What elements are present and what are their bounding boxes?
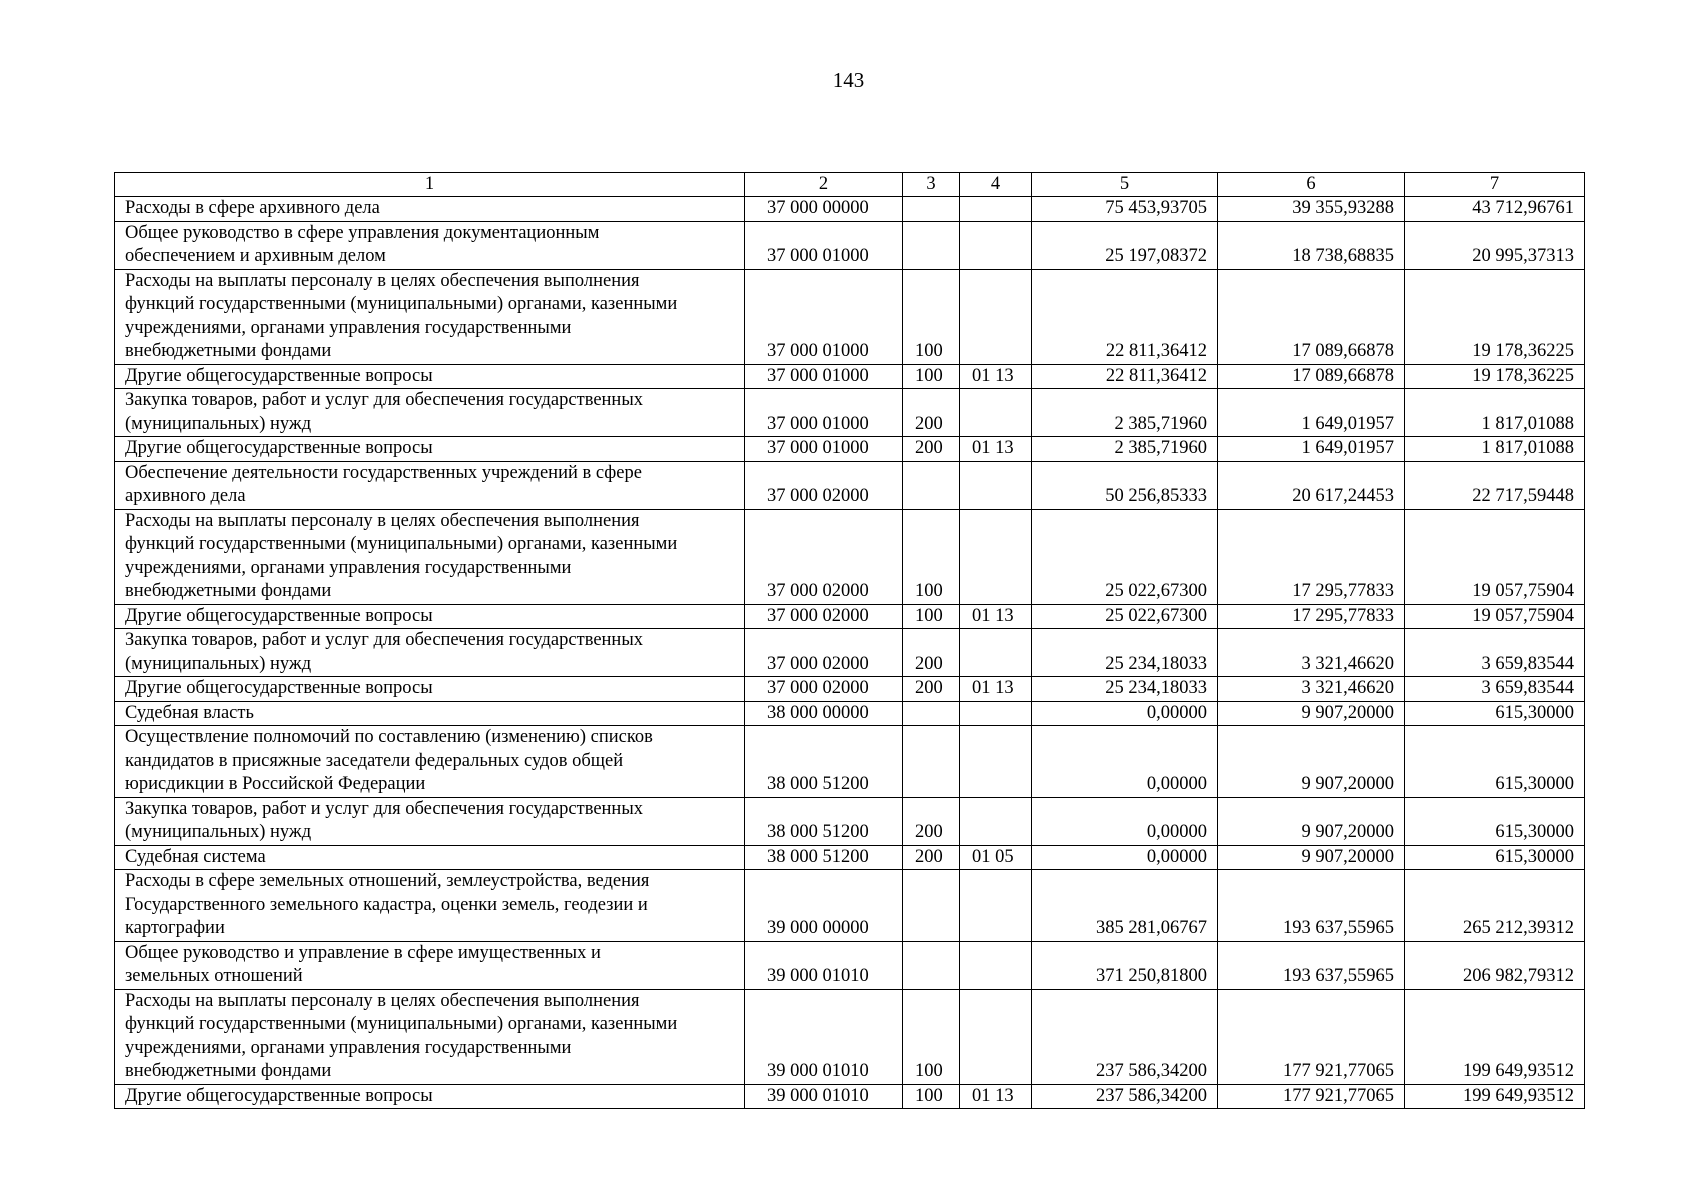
section-cell (960, 197, 1032, 222)
name-line: (муниципальных) нужд (125, 653, 312, 674)
code-cell: 37 000 00000 (745, 197, 903, 222)
table-row (115, 509, 1585, 604)
amount-cell-6: 1 649,01957 (1218, 389, 1405, 437)
expense-type-cell (903, 461, 960, 509)
code-cell: 37 000 02000 (745, 604, 903, 629)
section-cell (960, 797, 1032, 845)
page-number: 143 (832, 68, 865, 92)
amount-cell-7: 1 817,01088 (1405, 389, 1585, 437)
table-row (115, 701, 1585, 726)
header-cell-4: 4 (960, 173, 1032, 197)
amount-cell-6: 9 907,20000 (1218, 726, 1405, 798)
amount-cell-5: 75 453,93705 (1032, 197, 1218, 222)
amount-cell-5: 2 385,71960 (1032, 437, 1218, 462)
name-cell (115, 726, 745, 798)
header-cell-5: 5 (1032, 173, 1218, 197)
amount-cell-5: 237 586,34200 (1032, 989, 1218, 1084)
name-line: внебюджетными фондами (125, 1061, 332, 1081)
expense-type-cell: 200 (903, 797, 960, 845)
section-cell (960, 701, 1032, 726)
table-row (115, 797, 1585, 845)
amount-cell-7: 19 057,75904 (1405, 509, 1585, 604)
amount-cell-7: 265 212,39312 (1405, 870, 1585, 942)
amount-cell-7: 1 817,01088 (1405, 437, 1585, 462)
expense-type-cell: 200 (903, 845, 960, 870)
name-line: Другие общегосударственные вопросы (125, 678, 433, 698)
name-cell (115, 941, 745, 989)
code-cell: 37 000 02000 (745, 461, 903, 509)
amount-cell-5: 25 022,67300 (1032, 604, 1218, 629)
amount-cell-7: 615,30000 (1405, 797, 1585, 845)
code-cell: 39 000 01010 (745, 1084, 903, 1109)
name-cell (115, 797, 745, 845)
amount-cell-5: 25 234,18033 (1032, 629, 1218, 677)
amount-cell-7: 20 995,37313 (1405, 221, 1585, 269)
amount-cell-7: 199 649,93512 (1405, 989, 1585, 1084)
name-line: Общее руководство в сфере управления документационным (125, 222, 600, 243)
name-line: функций государственными (муниципальными) органами, казенными (125, 1014, 678, 1034)
code-cell: 37 000 02000 (745, 629, 903, 677)
table-row (115, 629, 1585, 677)
amount-cell-7: 19 178,36225 (1405, 269, 1585, 364)
table-row (115, 726, 1585, 798)
name-line: учреждениями, органами управления государственными (125, 557, 572, 578)
amount-cell-7: 43 712,96761 (1405, 197, 1585, 222)
header-cell-7: 7 (1405, 173, 1585, 197)
name-line: кандидатов в присяжные заседатели федеральных судов общей (125, 750, 624, 771)
name-cell (115, 461, 745, 509)
table-row (115, 197, 1585, 222)
section-cell (960, 726, 1032, 798)
amount-cell-6: 20 617,24453 (1218, 461, 1405, 509)
name-line: Судебная система (125, 846, 266, 867)
amount-cell-6: 17 089,66878 (1218, 364, 1405, 389)
expense-type-cell: 100 (903, 509, 960, 604)
name-line: земельных отношений (125, 966, 303, 986)
name-cell (115, 629, 745, 677)
code-cell: 37 000 02000 (745, 509, 903, 604)
amount-cell-5: 0,00000 (1032, 726, 1218, 798)
name-line: (муниципальных) нужд (125, 822, 312, 842)
table-row (115, 870, 1585, 942)
expense-type-cell: 100 (903, 604, 960, 629)
amount-cell-6: 193 637,55965 (1218, 870, 1405, 942)
name-line: обеспечением и архивным делом (125, 246, 386, 266)
name-cell (115, 509, 745, 604)
amount-cell-7: 615,30000 (1405, 726, 1585, 798)
name-line: Другие общегосударственные вопросы (125, 365, 433, 386)
code-cell: 37 000 01000 (745, 437, 903, 462)
code-cell: 38 000 00000 (745, 701, 903, 726)
amount-cell-5: 385 281,06767 (1032, 870, 1218, 942)
code-cell: 37 000 01000 (745, 364, 903, 389)
amount-cell-5: 25 197,08372 (1032, 221, 1218, 269)
name-line: функций государственными (муниципальными) органами, казенными (125, 294, 678, 314)
name-cell (115, 364, 745, 389)
amount-cell-5: 0,00000 (1032, 845, 1218, 870)
name-line: внебюджетными фондами (125, 581, 332, 601)
expense-type-cell: 200 (903, 389, 960, 437)
table-row (115, 989, 1585, 1084)
name-cell (115, 221, 745, 269)
code-cell: 37 000 02000 (745, 677, 903, 702)
section-cell (960, 629, 1032, 677)
amount-cell-6: 1 649,01957 (1218, 437, 1405, 462)
budget-table (114, 172, 1585, 1109)
name-line: юрисдикции в Российской Федерации (125, 774, 426, 794)
name-cell (115, 1084, 745, 1109)
table-row (115, 269, 1585, 364)
expense-type-cell: 200 (903, 629, 960, 677)
expense-type-cell: 100 (903, 364, 960, 389)
amount-cell-6: 9 907,20000 (1218, 797, 1405, 845)
name-line: Расходы на выплаты персоналу в целях обеспечения выполнения (125, 510, 640, 531)
name-line: Закупка товаров, работ и услуг для обеспечения государственных (125, 390, 644, 410)
amount-cell-5: 25 022,67300 (1032, 509, 1218, 604)
name-line: Другие общегосударственные вопросы (125, 438, 433, 458)
name-cell (115, 389, 745, 437)
name-line: Судебная власть (125, 702, 254, 723)
header-cell-3: 3 (903, 173, 960, 197)
name-line: Закупка товаров, работ и услуг для обеспечения государственных (125, 798, 644, 819)
amount-cell-5: 25 234,18033 (1032, 677, 1218, 702)
table-row (115, 437, 1585, 462)
amount-cell-7: 19 178,36225 (1405, 364, 1585, 389)
amount-cell-5: 0,00000 (1032, 701, 1218, 726)
code-cell: 39 000 00000 (745, 870, 903, 942)
name-line: архивного дела (125, 486, 246, 506)
name-line: Расходы в сфере земельных отношений, землеустройства, ведения (125, 871, 650, 891)
code-cell: 38 000 51200 (745, 726, 903, 798)
name-cell (115, 197, 745, 222)
section-cell: 01 13 (960, 604, 1032, 629)
table-header-row (115, 173, 1585, 197)
amount-cell-6: 3 321,46620 (1218, 677, 1405, 702)
header-cell-6: 6 (1218, 173, 1405, 197)
amount-cell-6: 17 295,77833 (1218, 509, 1405, 604)
amount-cell-6: 177 921,77065 (1218, 989, 1405, 1084)
header-cell-1: 1 (115, 173, 745, 197)
name-line: Осуществление полномочий по составлению (изменению) списков (125, 727, 653, 747)
amount-cell-5: 22 811,36412 (1032, 269, 1218, 364)
section-cell (960, 389, 1032, 437)
section-cell (960, 870, 1032, 942)
table-row (115, 221, 1585, 269)
section-cell (960, 221, 1032, 269)
amount-cell-6: 39 355,93288 (1218, 197, 1405, 222)
amount-cell-6: 9 907,20000 (1218, 845, 1405, 870)
table-row (115, 461, 1585, 509)
name-line: Другие общегосударственные вопросы (125, 605, 433, 626)
expense-type-cell: 100 (903, 1084, 960, 1109)
name-line: Государственного земельного кадастра, оценки земель, геодезии и (125, 894, 648, 915)
expense-type-cell: 100 (903, 269, 960, 364)
code-cell: 37 000 01000 (745, 389, 903, 437)
code-cell: 37 000 01000 (745, 221, 903, 269)
table-row (115, 941, 1585, 989)
table-body (115, 173, 1585, 1109)
expense-type-cell (903, 726, 960, 798)
amount-cell-6: 177 921,77065 (1218, 1084, 1405, 1109)
amount-cell-7: 206 982,79312 (1405, 941, 1585, 989)
expense-type-cell: 200 (903, 437, 960, 462)
code-cell: 38 000 51200 (745, 845, 903, 870)
section-cell (960, 509, 1032, 604)
name-line: Расходы на выплаты персоналу в целях обеспечения выполнения (125, 270, 640, 291)
name-line: функций государственными (муниципальными) органами, казенными (125, 534, 678, 554)
name-cell (115, 701, 745, 726)
name-cell (115, 604, 745, 629)
table-row (115, 604, 1585, 629)
amount-cell-7: 615,30000 (1405, 845, 1585, 870)
expense-type-cell (903, 941, 960, 989)
code-cell: 39 000 01010 (745, 989, 903, 1084)
name-line: Расходы в сфере архивного дела (125, 198, 380, 218)
amount-cell-5: 22 811,36412 (1032, 364, 1218, 389)
name-line: учреждениями, органами управления государственными (125, 1037, 572, 1058)
code-cell: 38 000 51200 (745, 797, 903, 845)
amount-cell-5: 2 385,71960 (1032, 389, 1218, 437)
name-line: внебюджетными фондами (125, 341, 332, 361)
name-line: Другие общегосударственные вопросы (125, 1085, 433, 1106)
name-line: картографии (125, 918, 225, 938)
expense-type-cell: 200 (903, 677, 960, 702)
amount-cell-5: 237 586,34200 (1032, 1084, 1218, 1109)
amount-cell-7: 3 659,83544 (1405, 629, 1585, 677)
name-line: (муниципальных) нужд (125, 413, 312, 434)
amount-cell-6: 9 907,20000 (1218, 701, 1405, 726)
section-cell (960, 269, 1032, 364)
amount-cell-6: 193 637,55965 (1218, 941, 1405, 989)
code-cell: 39 000 01010 (745, 941, 903, 989)
name-cell (115, 845, 745, 870)
amount-cell-6: 17 089,66878 (1218, 269, 1405, 364)
table-row (115, 845, 1585, 870)
section-cell: 01 13 (960, 1084, 1032, 1109)
section-cell (960, 461, 1032, 509)
expense-type-cell (903, 870, 960, 942)
section-cell: 01 05 (960, 845, 1032, 870)
amount-cell-7: 3 659,83544 (1405, 677, 1585, 702)
amount-cell-5: 0,00000 (1032, 797, 1218, 845)
name-cell (115, 989, 745, 1084)
amount-cell-6: 3 321,46620 (1218, 629, 1405, 677)
name-line: Расходы на выплаты персоналу в целях обеспечения выполнения (125, 990, 640, 1011)
expense-type-cell (903, 221, 960, 269)
name-cell (115, 437, 745, 462)
section-cell: 01 13 (960, 437, 1032, 462)
section-cell: 01 13 (960, 364, 1032, 389)
amount-cell-6: 17 295,77833 (1218, 604, 1405, 629)
amount-cell-6: 18 738,68835 (1218, 221, 1405, 269)
table-row (115, 1084, 1585, 1109)
name-line: учреждениями, органами управления государственными (125, 317, 572, 338)
amount-cell-5: 371 250,81800 (1032, 941, 1218, 989)
expense-type-cell: 100 (903, 989, 960, 1084)
table-row (115, 364, 1585, 389)
section-cell (960, 941, 1032, 989)
code-cell: 37 000 01000 (745, 269, 903, 364)
name-line: Закупка товаров, работ и услуг для обеспечения государственных (125, 630, 644, 650)
table-row (115, 677, 1585, 702)
table-row (115, 389, 1585, 437)
name-line: Общее руководство и управление в сфере имущественных и (125, 942, 601, 963)
expense-type-cell (903, 701, 960, 726)
section-cell (960, 989, 1032, 1084)
name-cell (115, 677, 745, 702)
name-line: Обеспечение деятельности государственных учреждений в сфере (125, 462, 642, 483)
header-cell-2: 2 (745, 173, 903, 197)
amount-cell-7: 19 057,75904 (1405, 604, 1585, 629)
name-cell (115, 269, 745, 364)
expense-type-cell (903, 197, 960, 222)
amount-cell-7: 22 717,59448 (1405, 461, 1585, 509)
amount-cell-7: 199 649,93512 (1405, 1084, 1585, 1109)
amount-cell-5: 50 256,85333 (1032, 461, 1218, 509)
name-cell (115, 870, 745, 942)
amount-cell-7: 615,30000 (1405, 701, 1585, 726)
section-cell: 01 13 (960, 677, 1032, 702)
